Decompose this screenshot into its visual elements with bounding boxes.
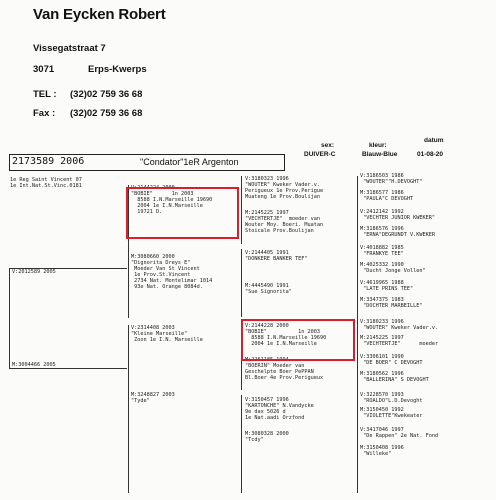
gen4-entry-5: V:4018882 1985 "FRANKYE TEE" xyxy=(360,245,404,257)
date-label: datum xyxy=(424,137,444,144)
gen4-entry-6: M:4025332 1990 "Ducht Jonge Vollen" xyxy=(360,262,426,274)
bracket-line xyxy=(357,176,358,493)
gen4-entry-15: V:3417046 1997 "De Rappen" 2e Nat. Fond xyxy=(360,427,439,439)
bracket-line xyxy=(9,268,10,368)
ancestor-sdd-entry: M:4445490 1991 "Sue Signorita" xyxy=(245,283,292,295)
gen4-entry-8: M:3347375 1983 "DOCHTER MARBEILLE" xyxy=(360,297,423,309)
dam-entry: M:3004466 2005 xyxy=(12,362,56,368)
bracket-line xyxy=(241,395,242,493)
gen4-entry-12: M:3180562 1996 "BALLERINA" S DEVOGHT xyxy=(360,371,429,383)
sex-value: DUIVER-C xyxy=(304,151,336,158)
gen4-entry-7: V:4619965 1988 "LATE PRINS TEE" xyxy=(360,280,414,292)
date-value: 01-08-20 xyxy=(417,151,444,158)
ancestor-ddd-entry: M:3080328 2000 "Tcdy" xyxy=(245,431,289,443)
pigeon-ring: 2173589 2006 xyxy=(12,156,85,167)
pigeon-name: "Condator"1eR Argenton xyxy=(140,157,239,167)
ancestor-dss-entry: V:2144228 2000 "BOBIE" 1n 2003 8588 I.N.Marseille 19690 2004 1e I.N.Marseille xyxy=(245,323,327,347)
gen4-entry-11: V:3306101 1990 "DE BOER" C DEVOGHT xyxy=(360,354,423,366)
sire-dam-entry: M:3080660 2000 "Dignorita Dreys E" Moeder Van St Vincent 1e Prov.St.Vincent 2734 Nat. Montelimar 1014 93e Nat. Orange 8084d. xyxy=(131,254,213,290)
color-value: Blauw-Blue xyxy=(362,151,398,158)
ancestor-dds-entry: V:3150457 1996 "KARTONCHE" N.Vandycke 9e dax 5026 d 1e Nat.aadi Orzfond xyxy=(245,397,314,421)
ancestor-dsd-entry: M:2261185 1994 "BOERIN" Moeder van Geschelpte Boer PePPAN Bl.Boer 4e Prov.Perigueux xyxy=(245,357,324,381)
bracket-line xyxy=(241,249,242,317)
owner-street: Vissegatstraat 7 xyxy=(33,43,106,54)
bracket-line xyxy=(241,176,242,244)
gen4-entry-2: M:3186577 1986 "PAULA"C DEVOGHT xyxy=(360,190,414,202)
gen4-entry-3: V:2412142 1992 "VECHTER JUNIOR KWEKER" xyxy=(360,209,435,221)
pigeon-id-bar xyxy=(9,154,285,171)
tel-number: (32)02 759 36 68 xyxy=(70,89,143,100)
bracket-line xyxy=(128,325,129,493)
gen4-entry-16: M:3150408 1996 "Willeke" xyxy=(360,445,404,457)
owner-postal-code: 3071 xyxy=(33,64,55,75)
fax-number: (32)02 759 36 68 xyxy=(70,108,143,119)
fax-label: Fax : xyxy=(33,108,56,119)
owner-name: Van Eycken Robert xyxy=(33,6,166,23)
gen4-entry-14: M:3150450 1992 "VIOLETTE"Kwekeater xyxy=(360,407,423,419)
dam-sire-entry: V:2314408 2003 "Kleine Marseille" Zoon 1e I.N. Marseille xyxy=(131,325,203,343)
sire-entry: V:2012589 2005 xyxy=(12,269,56,275)
gen4-entry-13: V:3228570 1993 "ROALDO"L.D.Devoght xyxy=(360,392,423,404)
sex-label: sex: xyxy=(321,142,335,149)
dam-dam-entry: M:3248827 2003 "Tyde" xyxy=(131,392,175,404)
gen4-entry-10: M:2145225 1997 "VECHTERTJE" moeder xyxy=(360,335,439,347)
owner-city: Erps-Kwerps xyxy=(88,64,147,75)
subject-results: 1e Reg Saint Vincent 07 1e Int.Nat.St.Vinc.0181 xyxy=(10,177,82,189)
color-label: kleur: xyxy=(369,142,387,149)
tel-label: TEL : xyxy=(33,89,57,100)
gen4-entry-1: V:3186503 1986 "WOUTER""H.DEVOGHT" xyxy=(360,173,423,185)
highlight-box xyxy=(241,319,355,361)
gen4-entry-4: M:3186576 1996 "ERNA"DEGRUNDT V.KWEKER xyxy=(360,226,435,238)
sire-sire-entry: V:2144224 2000 "BOBIE" 1n 2003 8588 I.N.Marseille 19690 2004 1e I.N.Marseille 19721 D. xyxy=(131,185,213,215)
ancestor-ssd-entry: M:2145225 1997 "VECHTERTJE" moeder van Wouter Moy. Boeri. Muatan Stoicale Prov.Boulijan xyxy=(245,210,324,234)
highlight-box xyxy=(126,187,239,239)
gen4-entry-9: V:3180233 1996 "WOUTER" Kweker Vader.v. xyxy=(360,319,439,331)
ancestor-sds-entry: V:2144405 1991 "DONKERE BANKER TEF" xyxy=(245,250,308,262)
ancestor-sss-entry: V:3180323 1996 "WOUTER" Kweker Vader.v. Perigueux 1e Prov.Perigue Muateng 1e Prov.Boulijan xyxy=(245,176,324,200)
